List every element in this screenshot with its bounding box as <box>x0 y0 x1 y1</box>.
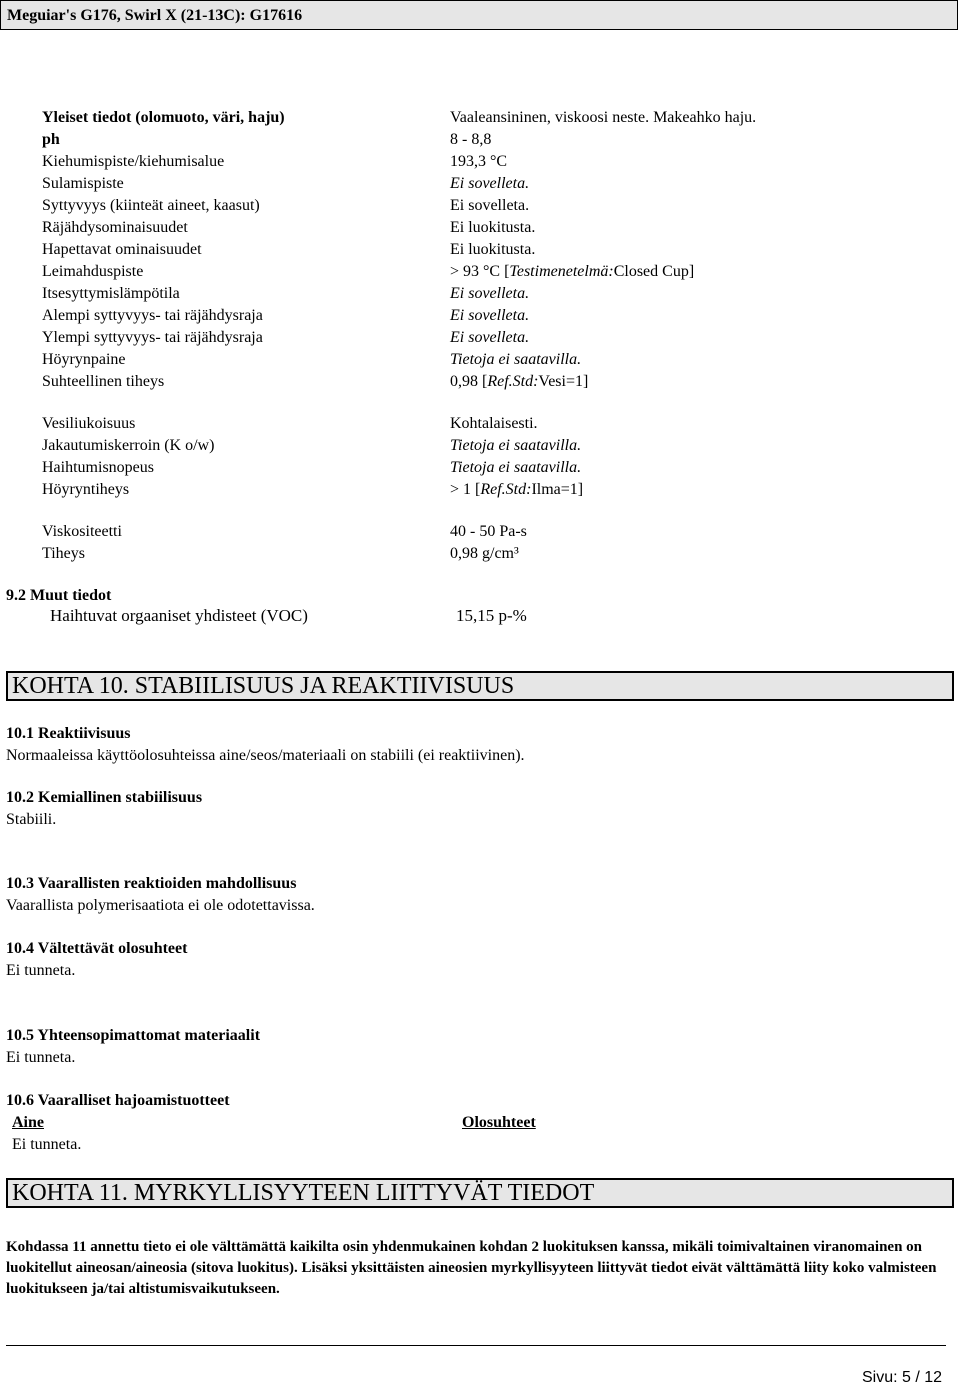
property-value: Vaaleansininen, viskoosi neste. Makeahko haju. <box>450 109 757 126</box>
property-value: Ei sovelleta. <box>450 285 530 302</box>
footer-divider <box>6 1345 946 1346</box>
property-value: Ei sovelleta. <box>450 329 530 346</box>
subsection-heading: 10.3 Vaarallisten reaktioiden mahdollisuus <box>6 875 297 892</box>
value-prefix: > 93 °C [ <box>450 263 510 280</box>
value-suffix: Closed Cup] <box>613 263 695 280</box>
column-header-substance: Aine <box>12 1114 44 1131</box>
value-prefix: > 1 [ <box>450 481 481 498</box>
section-11-title: KOHTA 11. MYRKYLLISYYTEEN LIITTYVÄT TIEDOT <box>6 1178 954 1208</box>
voc-value: 15,15 p-% <box>456 606 527 625</box>
property-label: Alempi syttyvyys- tai räjähdysraja <box>42 307 263 324</box>
property-label: Viskositeetti <box>42 523 122 540</box>
subsection-heading: 10.2 Kemiallinen stabiilisuus <box>6 789 203 806</box>
property-value: 193,3 °C <box>450 153 508 170</box>
property-label: Hapettavat ominaisuudet <box>42 241 202 258</box>
property-label: Tiheys <box>42 545 85 562</box>
other-info-heading: 9.2 Muut tiedot <box>6 587 112 604</box>
property-value: 8 - 8,8 <box>450 131 492 148</box>
page-number: Sivu: 5 / 12 <box>862 1369 943 1386</box>
property-value: Ei sovelleta. <box>450 307 530 324</box>
property-label: Räjähdysominaisuudet <box>42 219 188 236</box>
property-label: Jakautumiskerroin (K o/w) <box>42 437 215 454</box>
property-value: Ei sovelleta. <box>450 197 530 214</box>
property-label: Itsesyttymislämpötila <box>42 285 180 302</box>
subsection-text: Ei tunneta. <box>6 1049 76 1066</box>
document-header: Meguiar's G176, Swirl X (21-13C): G17616 <box>0 0 958 30</box>
subsection-text: Ei tunneta. <box>6 962 76 979</box>
property-value: Tietoja ei saatavilla. <box>450 351 582 368</box>
value-italic: Ref.Std: <box>480 481 532 498</box>
property-label: Yleiset tiedot (olomuoto, väri, haju) <box>42 109 285 126</box>
property-value: 40 - 50 Pa-s <box>450 523 527 540</box>
property-label: Höyryntiheys <box>42 481 130 498</box>
column-header-conditions: Olosuhteet <box>462 1114 536 1131</box>
section-11-paragraph: Kohdassa 11 annettu tieto ei ole välttämättä kaikilta osin yhdenmukainen kohdan 2 luokituksen kanssa, mikäli toimivaltainen viranomainen on luokitellut aineosan/aineosia (sitova luokitus). Lisäksi yksittäisten aineosien myrkyllisyyteen liittyvät tiedot eivät välttämättä liity koko valmisteen luokitukseen ja/tai altistumisvaikutukseen. <box>6 1239 937 1297</box>
subsection-heading: 10.5 Yhteensopimattomat materiaalit <box>6 1027 261 1044</box>
voc-label: Haihtuvat orgaaniset yhdisteet (VOC) <box>50 606 308 625</box>
property-value <box>450 480 583 500</box>
subsection-heading: 10.1 Reaktiivisuus <box>6 725 131 742</box>
property-value: Tietoja ei saatavilla. <box>450 437 582 454</box>
property-label: Syttyvyys (kiinteät aineet, kaasut) <box>42 197 260 214</box>
value-prefix: 0,98 [ <box>450 373 488 390</box>
property-label: Vesiliukoisuus <box>42 415 136 432</box>
property-value: Ei sovelleta. <box>450 175 530 192</box>
subsection-text: Vaarallista polymerisaatiota ei ole odotettavissa. <box>6 897 315 914</box>
property-label: Sulamispiste <box>42 175 124 192</box>
property-value <box>450 372 588 392</box>
value-italic: Ref.Std: <box>487 373 539 390</box>
subsection-text: Stabiili. <box>6 811 57 828</box>
property-value: Ei luokitusta. <box>450 241 536 258</box>
property-label: Leimahduspiste <box>42 263 144 280</box>
property-label: Höyrynpaine <box>42 351 126 368</box>
subsection-text: Normaaleissa käyttöolosuhteissa aine/seos/materiaali on stabiili (ei reaktiivinen). <box>6 747 525 764</box>
property-label: ph <box>42 131 60 148</box>
value-italic: Testimenetelmä: <box>509 263 614 280</box>
property-value: Kohtalaisesti. <box>450 415 538 432</box>
property-value: Ei luokitusta. <box>450 219 536 236</box>
property-value: Tietoja ei saatavilla. <box>450 459 582 476</box>
section-10-title: KOHTA 10. STABIILISUUS JA REAKTIIVISUUS <box>6 671 954 701</box>
subsection-heading: 10.6 Vaaralliset hajoamistuotteet <box>6 1092 230 1109</box>
subsection-text: Ei tunneta. <box>12 1136 82 1153</box>
value-suffix: Ilma=1] <box>531 481 584 498</box>
property-label: Suhteellinen tiheys <box>42 373 165 390</box>
property-value <box>450 262 694 282</box>
property-label: Haihtumisnopeus <box>42 459 154 476</box>
value-suffix: Vesi=1] <box>538 373 589 390</box>
property-label: Kiehumispiste/kiehumisalue <box>42 153 225 170</box>
property-value: 0,98 g/cm³ <box>450 545 519 562</box>
subsection-heading: 10.4 Vältettävät olosuhteet <box>6 940 188 957</box>
property-label: Ylempi syttyvyys- tai räjähdysraja <box>42 329 263 346</box>
